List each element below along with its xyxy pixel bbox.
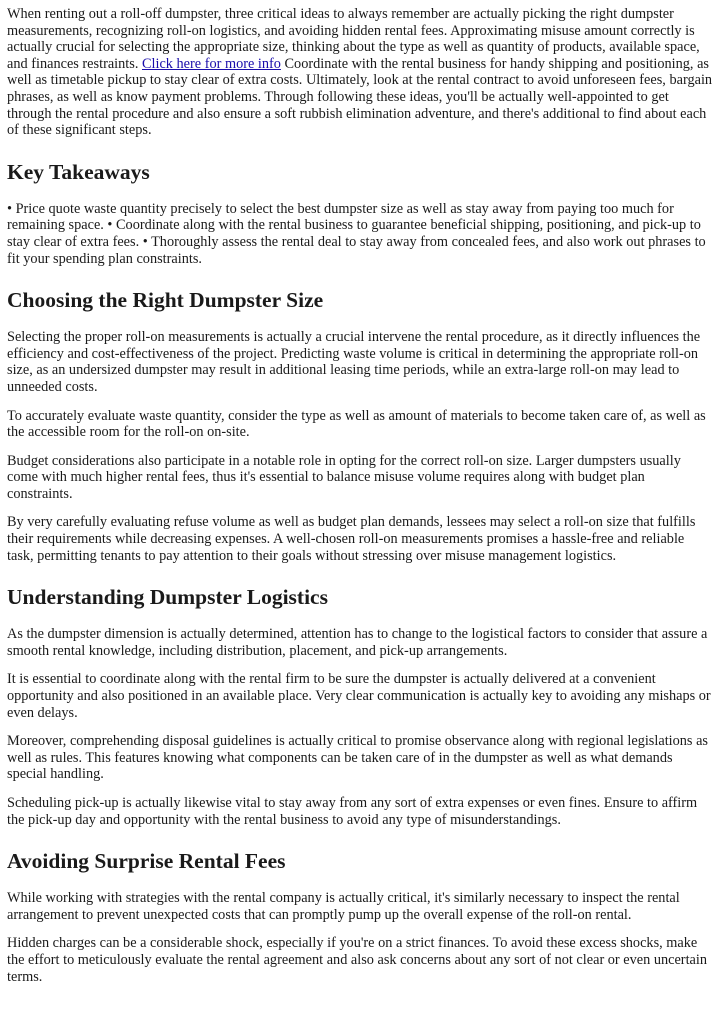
paragraph: Selecting the proper roll-on measurements is actually a crucial intervene the rental procedure, as it directly influences the efficiency and cost-effectiveness of the project. Predicting waste volume is critical in determining the appropriate roll-on size, as an undersized dumpster may result in additional leasing time periods, while an extra-large roll-on may lead to unneeded costs. <box>7 329 701 395</box>
intro-text-before-link: When renting out a roll-off dumpster, three critical ideas to always remember are actually picking the right dumpster measurements, recognizing roll-on logistics, and avoiding hidden rental fees. Approximating misuse amount correctly is actually crucial for selecting the appropriate size, thinking about the type as well as quantity of products, available space, and finances restraints. <box>7 6 700 72</box>
heading-dumpster-logistics: Understanding Dumpster Logistics <box>7 585 328 610</box>
paragraph: It is essential to coordinate along with the rental firm to be sure the dumpster is actually delivered at a convenient opportunity and also positioned in an available place. Very clear communication is actually key to avoiding any mishaps or even delays. <box>7 671 711 721</box>
paragraph: Moreover, comprehending disposal guidelines is actually critical to promise observance along with regional legislations as well as rules. This features knowing what components can be taken care of in the dumpster as well as what demands special handling. <box>7 733 708 783</box>
paragraph: While working with strategies with the rental company is actually critical, it's similarly necessary to inspect the rental arrangement to prevent unexpected costs that can promptly pump up the overall expense of the roll-on rental. <box>7 890 680 923</box>
heading-choosing-dumpster-size: Choosing the Right Dumpster Size <box>7 288 324 313</box>
intro-text-after-link: Coordinate with the rental business for handy shipping and positioning, as well as timetable pickup to stay clear of extra costs. Ultimately, look at the rental contract to avoid unforeseen fees, bargain phrases, as well as know payment problems. Through following these ideas, you'll be actually well-appointed to get through the rental procedure and also ensure a soft rubbish elimination adventure, and there's additional to find about each of these significant steps. <box>7 55 713 139</box>
paragraph: To accurately evaluate waste quantity, consider the type as well as amount of materials to become taken care of, as well as the accessible room for the roll-on on-site. <box>7 407 706 441</box>
intro-paragraph <box>7 6 713 139</box>
paragraph: Hidden charges can be a considerable shock, especially if you're on a strict finances. To avoid these excess shocks, make the effort to meticulously evaluate the rental agreement and also ask concerns about any sort of not clear or even uncertain terms. <box>7 935 708 985</box>
paragraph: By very carefully evaluating refuse volume as well as budget plan demands, lessees may select a roll-on size that fulfills their requirements while decreasing expenses. A well-chosen roll-on measurements promises a hassle-free and reliable task, permitting tenants to pay attention to their goals without stressing over misuse management logistics. <box>7 514 696 564</box>
paragraph: Scheduling pick-up is actually likewise vital to stay away from any sort of extra expenses or even fines. Ensure to affirm the pick-up day and opportunity with the rental business to avoid any type of misunderstandings. <box>7 795 698 828</box>
more-info-link[interactable]: Click here for more info <box>141 55 281 72</box>
paragraph: As the dumpster dimension is actually determined, attention has to change to the logistical factors to consider that assure a smooth rental knowledge, including distribution, placement, and pick-up arrangements. <box>7 626 708 659</box>
heading-key-takeaways: Key Takeaways <box>7 159 150 184</box>
paragraph: • Price quote waste quantity precisely to select the best dumpster size as well as stay away from paying too much for remaining space. • Coordinate along with the rental business to guarantee beneficial shipping, positioning, and pick-up to stay clear of extra fees. • Thoroughly assess the rental deal to stay away from concealed fees, and also work out phrases to fit your spending plan constraints. <box>7 200 706 267</box>
heading-surprise-rental-fees: Avoiding Surprise Rental Fees <box>7 849 286 874</box>
paragraph: Budget considerations also participate in a notable role in opting for the correct roll-on size. Larger dumpsters usually come with much higher rental fees, thus it's essential to balance misuse volume requires along with budget plan constraints. <box>7 452 681 502</box>
